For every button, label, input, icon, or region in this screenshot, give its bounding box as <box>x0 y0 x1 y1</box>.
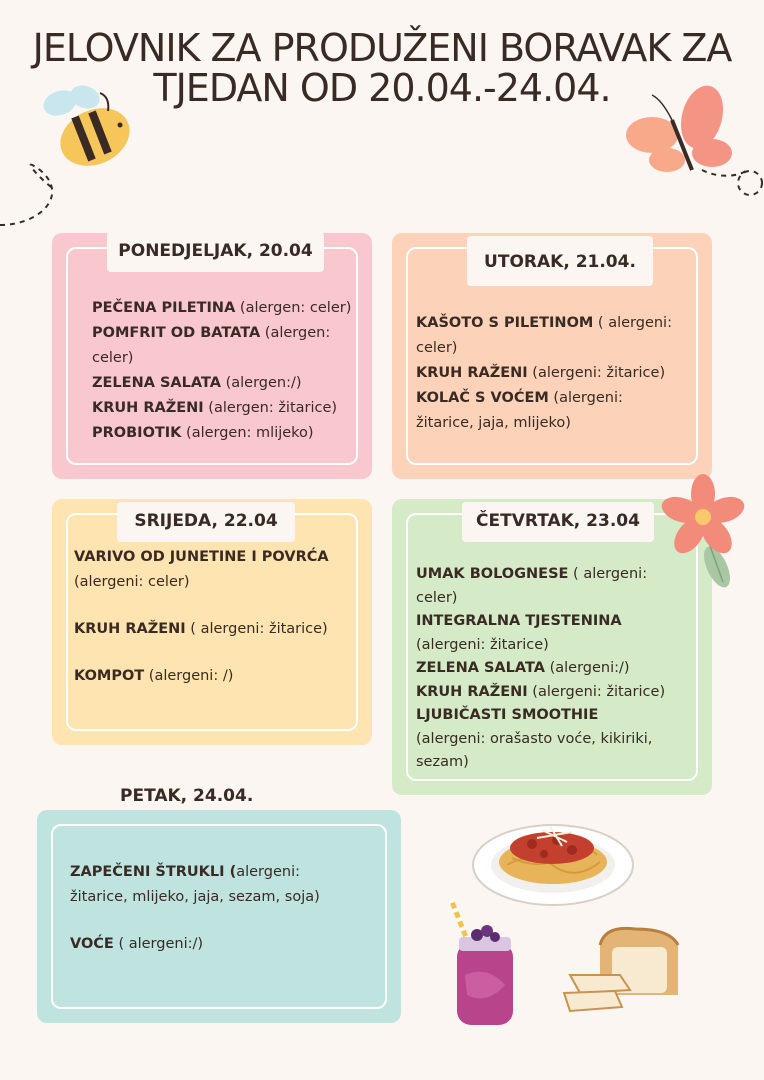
flower-illustration <box>655 472 745 592</box>
menu-item: žitarice, jaja, mlijeko) <box>416 415 571 431</box>
menu-item: celer) <box>92 350 134 366</box>
monday-label: PONEDJELJAK, 20.04 <box>107 232 324 272</box>
menu-item: celer) <box>416 340 458 356</box>
bread-loaf-illustration <box>560 925 690 1020</box>
wednesday-label: SRIJEDA, 22.04 <box>117 502 295 542</box>
friday-label: PETAK, 24.04. <box>120 786 254 806</box>
menu-item: (alergeni: žitarice) <box>416 636 549 653</box>
menu-item: INTEGRALNA TJESTENINA <box>416 613 622 629</box>
friday-menu <box>70 860 390 957</box>
tuesday-label: UTORAK, 21.04. <box>467 236 653 286</box>
menu-item: KRUH RAŽENI (alergeni: žitarice) <box>416 365 666 381</box>
berry-smoothie-illustration <box>447 895 522 1030</box>
menu-item: žitarice, mlijeko, jaja, sezam, soja) <box>70 889 320 905</box>
menu-item: KAŠOTO S PILETINOM ( alergeni: <box>416 315 672 331</box>
menu-item: KOLAČ S VOĆEM (alergeni: <box>416 390 623 406</box>
thursday-label: ČETVRTAK, 23.04 <box>462 502 654 542</box>
menu-item: PEČENA PILETINA (alergen: celer) <box>92 300 352 316</box>
menu-item: KRUH RAŽENI (alergen: žitarice) <box>92 400 338 416</box>
menu-item: ZELENA SALATA (alergen:/) <box>92 375 302 391</box>
thursday-menu <box>416 563 706 775</box>
menu-item: ZAPEČENI ŠTRUKLI (alergeni: <box>70 864 300 880</box>
monday-menu <box>92 296 372 446</box>
title-line-2: TJEDAN OD 20.04.-24.04. <box>153 66 611 110</box>
menu-item: (alergeni: celer) <box>74 574 190 590</box>
menu-item: KRUH RAŽENI (alergeni: žitarice) <box>416 683 666 700</box>
tuesday-menu <box>416 311 698 436</box>
title-line-1: JELOVNIK ZA PRODUŽENI BORAVAK ZA <box>32 26 732 70</box>
menu-item: (alergeni: orašasto voće, kikiriki, <box>416 730 653 747</box>
menu-item: celer) <box>416 589 458 606</box>
menu-item: KRUH RAŽENI ( alergeni: žitarice) <box>74 621 328 637</box>
menu-item: PROBIOTIK (alergen: mlijeko) <box>92 425 314 441</box>
menu-item: UMAK BOLOGNESE ( alergeni: <box>416 566 648 582</box>
menu-item: ZELENA SALATA (alergeni:/) <box>416 660 630 676</box>
menu-item: POMFRIT OD BATATA (alergen: <box>92 325 331 341</box>
wednesday-menu <box>74 545 364 689</box>
bee-illustration <box>0 75 150 235</box>
menu-item: VOĆE ( alergeni:/) <box>70 936 204 952</box>
menu-item: LJUBIČASTI SMOOTHIE <box>416 707 599 723</box>
butterfly-illustration <box>622 75 764 205</box>
menu-item: KOMPOT (alergeni: /) <box>74 668 234 684</box>
menu-item: sezam) <box>416 754 469 770</box>
menu-item: VARIVO OD JUNETINE I POVRĆA <box>74 549 329 565</box>
